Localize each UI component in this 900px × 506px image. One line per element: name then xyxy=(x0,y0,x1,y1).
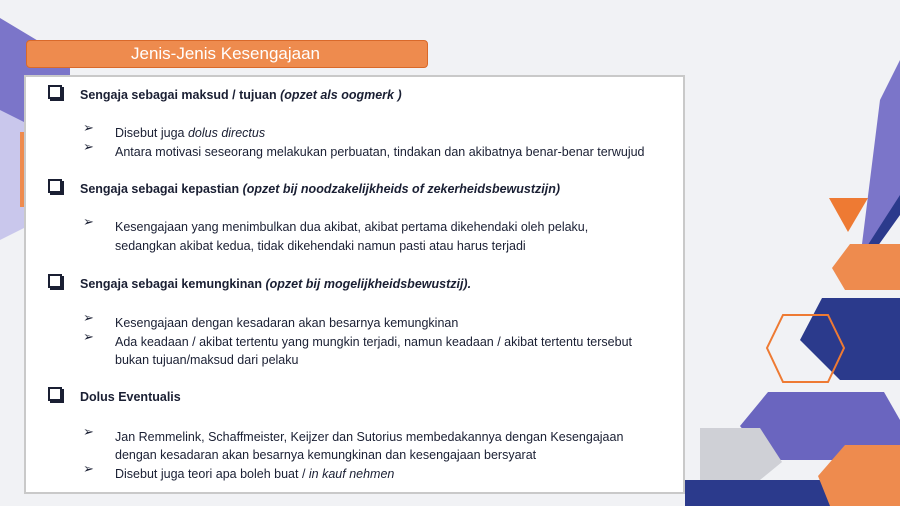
arrow-bullet-icon: ➢ xyxy=(83,462,94,477)
checkbox-icon xyxy=(48,274,62,288)
navy-hexagon xyxy=(800,298,900,380)
navy-bottom xyxy=(685,480,840,506)
arrow-bullet-icon: ➢ xyxy=(83,215,94,230)
checkbox-icon xyxy=(48,85,62,99)
orange-triangle xyxy=(829,198,868,232)
bullet-item xyxy=(115,465,394,483)
arrow-bullet-icon: ➢ xyxy=(83,425,94,440)
heading-italic-text: (opzet bij noodzakelijkheids of zekerheidsbewustzijn) xyxy=(242,182,561,196)
bullet-text: Disebut juga teori apa boleh buat / xyxy=(115,467,309,481)
bullet-item-continued: bukan tujuan/maksud dari pelaku xyxy=(115,353,299,367)
heading-text: Sengaja sebagai kemungkinan xyxy=(80,277,263,291)
bullet-italic-text: in kauf nehmen xyxy=(308,467,395,481)
heading-text: Sengaja sebagai maksud / tujuan xyxy=(80,88,277,102)
arrow-bullet-icon: ➢ xyxy=(83,140,94,155)
heading-italic-text: (opzet als oogmerk ) xyxy=(280,88,402,102)
bullet-text: Disebut juga xyxy=(115,126,188,140)
checkbox-icon xyxy=(48,387,62,401)
content-card xyxy=(24,75,685,494)
orange-hexagon xyxy=(832,244,900,290)
arrow-bullet-icon: ➢ xyxy=(83,330,94,345)
section-heading xyxy=(80,390,181,404)
bullet-item: Kesengajaan dengan kesadaran akan besarnya kemungkinan xyxy=(115,316,459,330)
section-heading xyxy=(80,182,560,196)
slide-title: Jenis-Jenis Kesengajaan xyxy=(26,40,428,68)
heading-text: Sengaja sebagai kepastian xyxy=(80,182,240,196)
bullet-item-continued: sedangkan akibat kedua, tidak dikehendaki namun pasti atau harus terjadi xyxy=(115,239,526,253)
section-heading xyxy=(80,88,402,102)
bullet-item-continued: dengan kesadaran akan besarnya kemungkinan dan kesengajaan bersyarat xyxy=(115,448,537,462)
heading-italic-text: (opzet bij mogelijkheidsbewustzij). xyxy=(265,277,472,291)
checkbox-icon xyxy=(48,179,62,193)
section-heading xyxy=(80,277,471,291)
bullet-item xyxy=(115,124,265,142)
bullet-item: Ada keadaan / akibat tertentu yang mungkin terjadi, namun keadaan / akibat tertentu tersebut xyxy=(115,335,633,349)
bullet-italic-text: dolus directus xyxy=(187,126,266,140)
bullet-item: Antara motivasi seseorang melakukan perbuatan, tindakan dan akibatnya benar-benar terwujud xyxy=(115,145,645,159)
arrow-bullet-icon: ➢ xyxy=(83,311,94,326)
bullet-item: Kesengajaan yang menimbulkan dua akibat, akibat pertama dikehendaki oleh pelaku, xyxy=(115,220,589,234)
heading-text: Dolus Eventualis xyxy=(80,390,181,404)
bullet-item: Jan Remmelink, Schaffmeister, Keijzer dan Sutorius membedakannya dengan Kesengajaan xyxy=(115,430,624,444)
arrow-bullet-icon: ➢ xyxy=(83,121,94,136)
